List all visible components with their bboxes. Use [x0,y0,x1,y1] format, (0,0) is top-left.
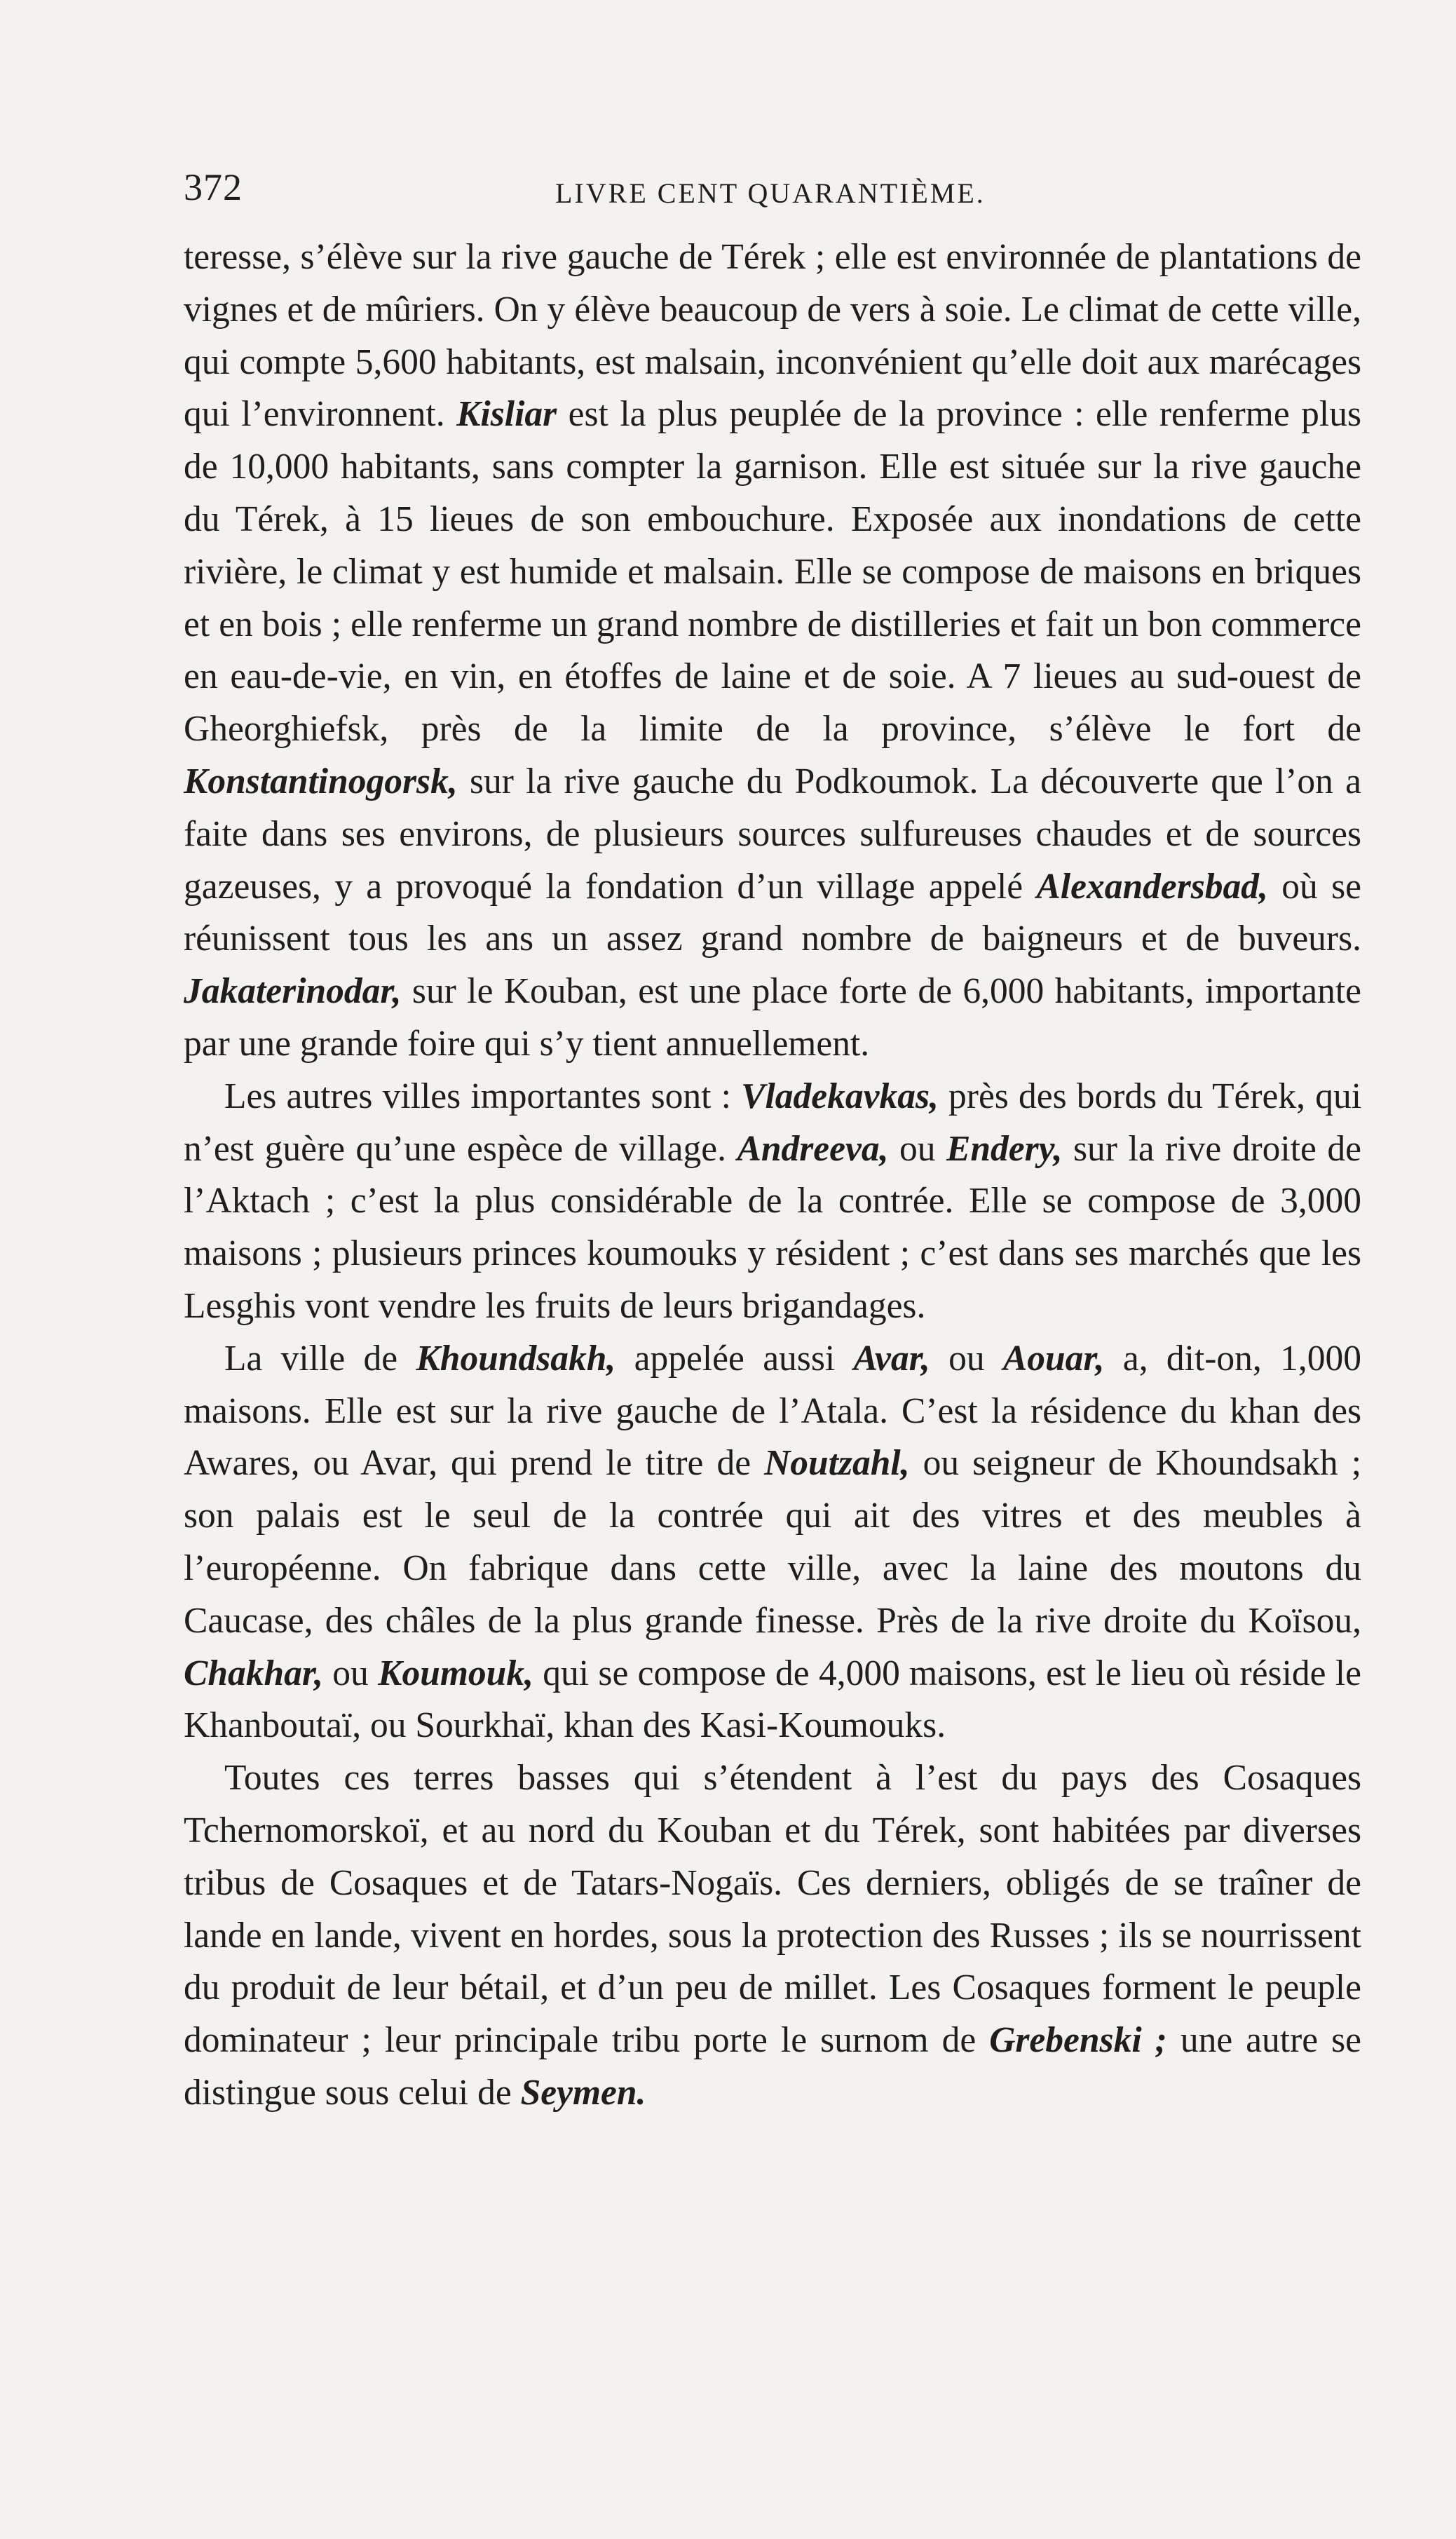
text-run: près des bords du Térek, qui n’est guère qu’une espèce de village. [184,1076,1361,1169]
text-run: teresse, s’élève sur la rive gauche de Térek ; elle est environnée de plantations de vignes et de mûriers. On y élève beaucoup de vers à soie. Le climat de cette ville, qui compte 5,600 habitants, est malsain, inconvénient qu’elle doit aux marécages qui l’environnent. [184,237,1361,435]
page-header [184,165,1375,222]
place-name: Khoundsakh, [416,1338,616,1379]
text-run: La ville de [224,1338,416,1379]
text-run: sur le Kouban, est une place forte de 6,000 habitants, importante par une grande foire qui s’y tient annuellement. [184,971,1361,1064]
place-name: Endery, [946,1128,1063,1169]
place-name: Vladekavkas, [741,1076,939,1116]
text-run: ou [930,1338,1003,1379]
tribe-name: Seymen. [520,2072,646,2113]
place-name: Konstantinogorsk, [184,761,458,801]
text-run: ou seigneur de Khoundsakh ; son palais est le seul de la contrée qui ait des vitres et des meubles à l’européenne. On fabrique dans cette ville, avec la laine des moutons du Caucase, des châles de la plus grande finesse. Près de la rive droite du Koïsou, [184,1443,1362,1641]
text-run: une autre se distingue sous celui de [184,2020,1362,2113]
text-run: qui se compose de 4,000 maisons, est le lieu où réside le Khanboutaï, ou Sourkhaï, khan des Kasi-Koumouks. [184,1653,1361,1746]
text-run: Toutes ces terres basses qui s’étendent à l’est du pays des Cosaques Tchernomorskoï, et au nord du Kouban et du Térek, sont habitées par diverses tribus de Cosaques et de Tatars-Nogaïs. Ces derniers, obligés de se traîner de lande en lande, vivent en hordes, sous la protection des Russes ; ils se nourrissent du produit de leur bétail, et d’un peu de millet. Les Cosaques forment le peuple dominateur ; leur principale tribu porte le surnom de [184,1758,1361,2061]
place-name: Kisliar [456,394,557,435]
text-run: est la plus peuplée de la province : elle renferme plus de 10,000 habitants, sans compter la garnison. Elle est située sur la rive gauche du Térek, à 15 lieues de son embouchure. Exposée aux inondations de cette rivière, le climat y est humide et malsain. Elle se compose de maisons en briques et en bois ; elle renferme un grand nombre de distilleries et fait un bon commerce en eau-de-vie, en vin, en étoffes de laine et de soie. A 7 lieues au sud-ouest de Gheorghiefsk, près de la limite de la province, s’élève le fort de [184,394,1362,750]
place-name: Andreeva, [737,1128,889,1169]
paragraph-1 [184,231,1361,1071]
text-run: a, dit-on, 1,000 maisons. Elle est sur la rive gauche de l’Atala. C’est la résidence du khan des Awares, ou Avar, qui prend le titre de [184,1338,1361,1484]
place-name: Alexandersbad, [1036,866,1268,907]
place-name: Avar, [853,1338,930,1379]
place-name: Jakaterinodar, [184,971,402,1012]
running-title: LIVRE CENT QUARANTIÈME. [555,177,986,209]
text-run: sur la rive gauche du Podkoumok. La découverte que l’on a faite dans ses environs, de plusieurs sources sulfureuses chaudes et de sources gazeuses, y a provoqué la fondation d’un village appelé [184,761,1361,907]
place-name: Chakhar, [184,1653,323,1693]
text-run: Les autres villes importantes sont : [224,1076,742,1116]
text-run: appelée aussi [615,1338,854,1379]
text-run: sur la rive droite de l’Aktach ; c’est la plus considérable de la contrée. Elle se compose de 3,000 maisons ; plusieurs princes koumouks y résident ; c’est dans ses marchés que les Lesghis vont vendre les fruits de leurs brigandages. [184,1128,1361,1326]
paragraph-2 [184,1071,1361,1333]
tribe-name: Grebenski ; [989,2020,1167,2061]
title-name: Noutzahl, [764,1443,910,1484]
text-run: où se réunissent tous les ans un assez grand nombre de baigneurs et de buveurs. [184,866,1361,959]
text-run: ou [322,1653,379,1693]
place-name: Koumouk, [378,1653,533,1693]
text-run: ou [888,1128,946,1169]
body-text [184,231,1361,2120]
paragraph-4 [184,1752,1361,2120]
paragraph-3 [184,1333,1361,1752]
page-number: 372 [184,166,243,208]
place-name: Aouar, [1002,1338,1105,1379]
